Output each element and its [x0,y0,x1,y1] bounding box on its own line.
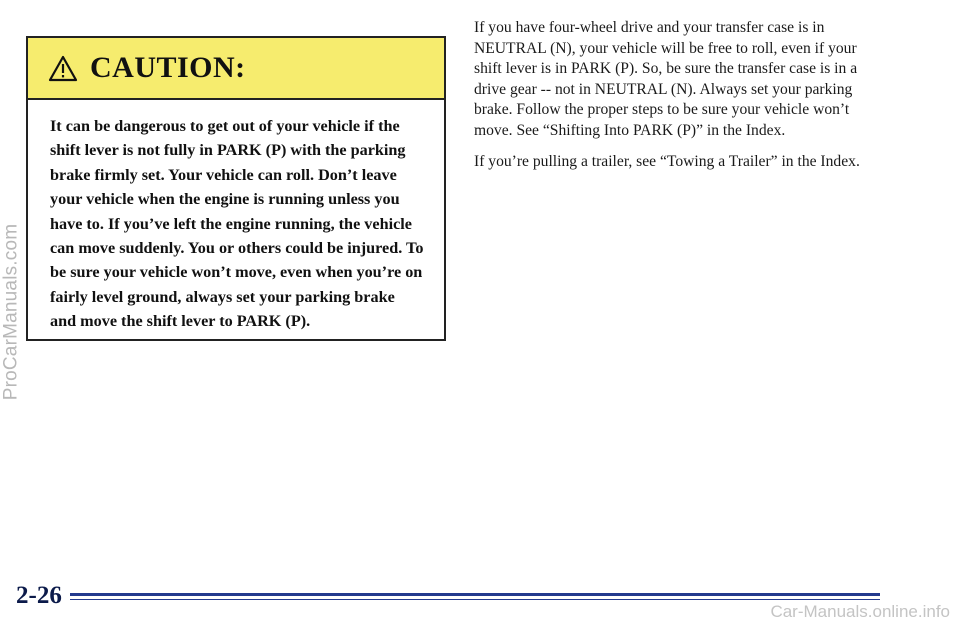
paragraph-transfer-case: If you have four-wheel drive and your transfer case is in NEUTRAL (N), your vehicle will be free to roll, even if your shift lever is in PARK (P). So, be sure the transfer case is in a drive gear -- not in NEUTRAL (N). Always set your parking brake. Follow the proper steps to be sure your vehicle won’t move. See “Shifting Into PARK (P)” in the Index. [474,19,858,139]
page-number: 2-26 [16,582,62,609]
paragraph-trailer: If you’re pulling a trailer, see “Towing a Trailer” in the Index. [474,152,860,170]
watermark-text: ProCarManuals.com [0,223,22,401]
side-watermark [0,0,22,624]
footer-watermark: Car-Manuals.online.info [770,602,950,621]
caution-text: It can be dangerous to get out of your vehicle if the shift lever is not fully in PARK (P) with the parking brake firmly set. Your vehicle can roll. Don’t leave your vehicle when the engine is running unless you have to. If you’ve left the engine running, the vehicle can move suddenly. You or others could be injured. To be sure your vehicle won’t move, even when you’re on fairly level ground, always set your parking brake and move the shift lever to PARK (P). [50,117,424,331]
caution-box [26,36,446,341]
footer-rule [70,593,880,596]
caution-title: CAUTION: [90,51,246,84]
footer-rule-thin [70,599,880,600]
caution-header [28,38,444,100]
warning-triangle-icon [48,55,78,82]
body-text-column [474,18,884,182]
